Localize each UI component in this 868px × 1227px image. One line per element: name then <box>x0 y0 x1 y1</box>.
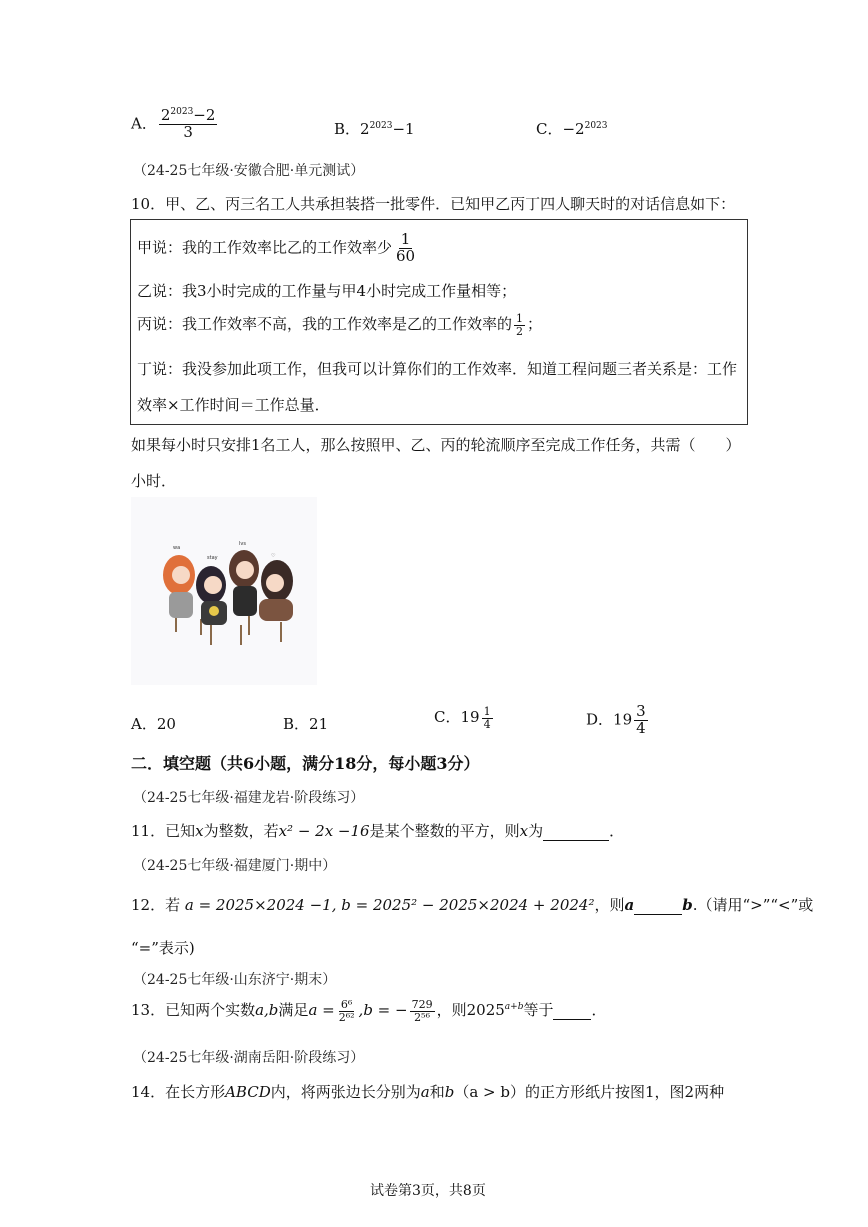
q9-option-b: B．$2^{2023}-1$ <box>334 120 415 138</box>
q10-option-b: B．21 <box>283 715 329 733</box>
q10-option-c: C．19 $\frac{1}{4}$ <box>434 705 491 731</box>
svg-text:♡: ♡ <box>271 553 276 559</box>
q13-text: 13．已知两个实数a,b满足a = $\frac{\text{6⁶}}{\text{2⁶²}}$ ,b = − $\frac{729}{\text{2⁵⁶}}$ ，则$2025^{a+b}$等于 ． <box>131 998 607 1024</box>
q11-text: 11．已知x为整数，若x² − 2x −16是某个整数的平方，则x为 ． <box>131 822 625 840</box>
svg-text:stay: stay <box>207 555 218 561</box>
q12-line2: “=”表示) <box>131 939 195 957</box>
dialog-bing: 丙说：我工作效率不高，我的工作效率是乙的工作效率的 $\frac{1}{2}$ ； <box>137 312 543 338</box>
cartoon-illustration <box>131 497 317 685</box>
q10-question-line2: 小时． <box>131 472 177 490</box>
svg-text:wa: wa <box>173 545 181 551</box>
dialog-ding-line2: 效率×工作时间＝工作总量． <box>137 396 330 414</box>
q12-answer-blank[interactable] <box>634 896 682 915</box>
q13-answer-blank[interactable] <box>553 1001 591 1020</box>
cartoon-girls-image <box>131 497 317 685</box>
q9-a-fraction: $\frac{2^{2023}-2}{3}$ <box>160 106 216 141</box>
q12-source: （24-25七年级·福建厦门·期中） <box>133 858 337 874</box>
q10-stem: 10．甲、乙、丙三名工人共承担装搭一批零件．已知甲乙丙丁四人聊天时的对话信息如下： <box>131 195 736 213</box>
q9-option-a: A． $\frac{2^{2023}-2}{3}$ <box>131 106 216 141</box>
section-heading: 二．填空题（共6小题，满分18分，每小题3分） <box>131 754 480 773</box>
dialog-yi: 乙说：我3小时完成的工作量与甲4小时完成工作量相等； <box>137 282 517 300</box>
q14-text: 14．在长方形ABCD内，将两张边长分别为a和b（a > b）的正方形纸片按图1，图2两种 <box>131 1083 725 1101</box>
q10-option-a: A．20 <box>131 715 176 733</box>
q9-option-c: C．$-2^{2023}$ <box>536 120 608 138</box>
page-footer: 试卷第3页，共8页 <box>370 1183 486 1199</box>
dialog-jia: 甲说：我的工作效率比乙的工作效率少 $\frac{1}{60}$ <box>137 230 416 265</box>
dialog-ding-line1: 丁说：我没参加此项工作，但我可以计算你们的工作效率．知道工程问题三者关系是：工作 <box>137 360 738 378</box>
q13-source: （24-25七年级·山东济宁·期末） <box>133 972 337 988</box>
q14-source: （24-25七年级·湖南岳阳·阶段练习） <box>133 1050 365 1066</box>
q10-question-line1: 如果每小时只安排1名工人，那么按照甲、乙、丙的轮流顺序至完成工作任务，共需（ ） <box>131 436 741 454</box>
q10-source: （24-25七年级·安徽合肥·单元测试） <box>133 163 365 179</box>
q11-source: （24-25七年级·福建龙岩·阶段练习） <box>133 790 365 806</box>
svg-text:lvs: lvs <box>239 541 246 547</box>
q12-text: 12．若 a = 2025×2024 −1, b = 2025² − 2025×2024 + 2024²，则a b.（请用“>”“<”或 <box>131 896 814 914</box>
q11-answer-blank[interactable] <box>543 822 609 841</box>
q10-option-d: D．19 $\frac{3}{4}$ <box>586 702 646 737</box>
